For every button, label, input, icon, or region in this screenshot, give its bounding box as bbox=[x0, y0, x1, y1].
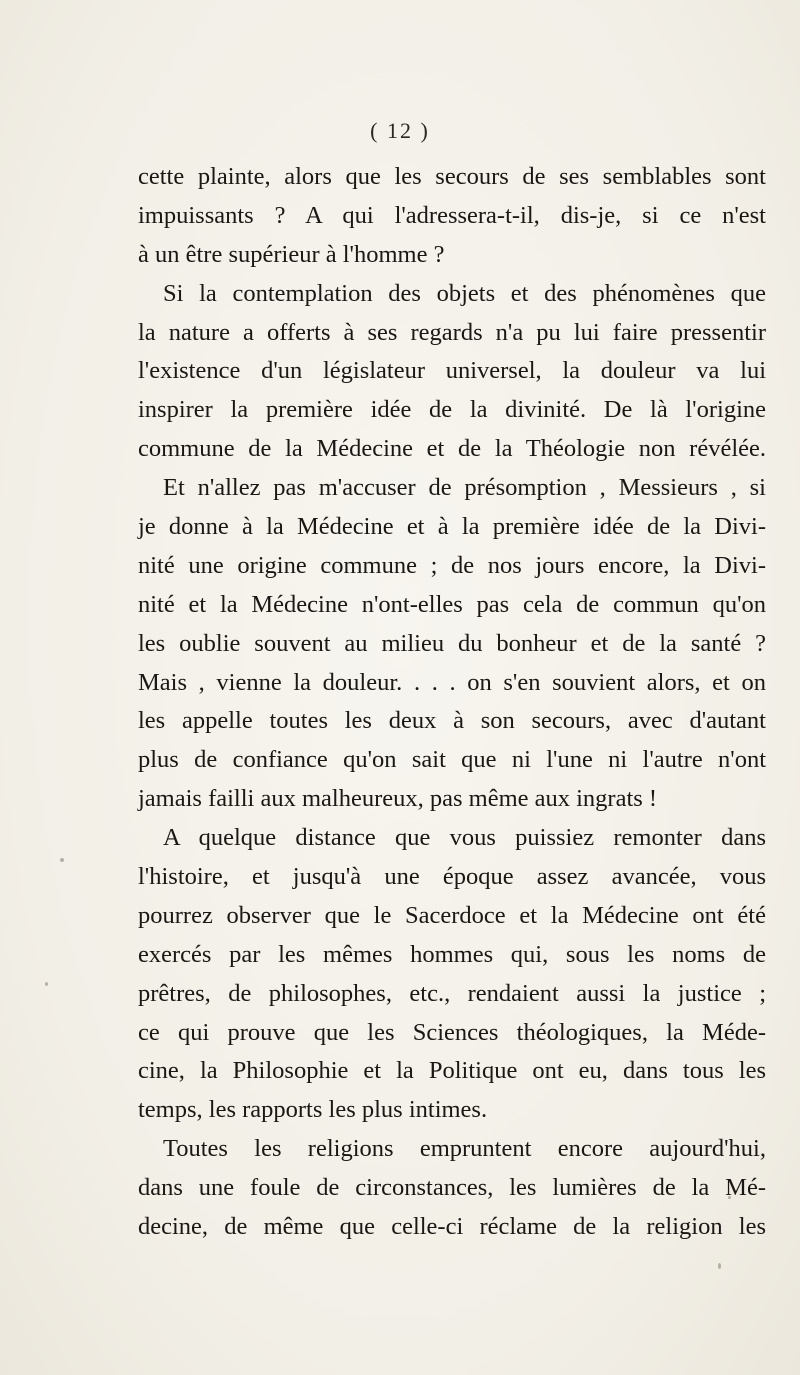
text-line: exercés par les mêmes hommes qui, sous les noms de bbox=[138, 940, 766, 968]
text-line: impuissants ? A qui l'adressera-t-il, dis-je, si ce n'est bbox=[138, 201, 766, 229]
text-line: la nature a offerts à ses regards n'a pu lui faire pressentir bbox=[138, 318, 766, 346]
body-text bbox=[138, 158, 766, 1247]
text-line: les oublie souvent au milieu du bonheur et de la santé ? bbox=[138, 629, 766, 657]
text-line: cine, la Philosophie et la Politique ont eu, dans tous les bbox=[138, 1057, 766, 1085]
text-line: nité une origine commune ; de nos jours encore, la Divi- bbox=[138, 551, 766, 579]
text-line: à un être supérieur à l'homme ? bbox=[138, 240, 445, 268]
text-line: Et n'allez pas m'accuser de présomption , Messieurs , si bbox=[163, 474, 766, 502]
text-line: les appelle toutes les deux à son secours, avec d'autant bbox=[138, 707, 766, 735]
text-line: l'existence d'un législateur universel, la douleur va lui bbox=[138, 357, 766, 385]
paper-speck bbox=[60, 858, 64, 862]
text-line: Toutes les religions empruntent encore aujourd'hui, bbox=[163, 1135, 766, 1163]
text-line: Mais , vienne la douleur. . . . on s'en souvient alors, et on bbox=[138, 668, 766, 696]
paper-speck bbox=[718, 1263, 721, 1269]
text-line: nité et la Médecine n'ont-elles pas cela de commun qu'on bbox=[138, 590, 766, 618]
text-line: je donne à la Médecine et à la première idée de la Divi- bbox=[138, 513, 766, 541]
text-line: cette plainte, alors que les secours de ses semblables sont bbox=[138, 163, 766, 190]
text-line: decine, de même que celle-ci réclame de la religion les bbox=[138, 1213, 766, 1241]
text-line: l'histoire, et jusqu'à une époque assez avancée, vous bbox=[138, 863, 766, 891]
paper-speck bbox=[728, 1196, 731, 1199]
text-line: pourrez observer que le Sacerdoce et la Médecine ont été bbox=[138, 901, 766, 929]
text-line: Si la contemplation des objets et des phénomènes que bbox=[163, 279, 766, 307]
text-line: dans une foule de circonstances, les lumières de la Mé- bbox=[138, 1174, 766, 1202]
text-line: ce qui prouve que les Sciences théologiques, la Méde- bbox=[138, 1018, 766, 1046]
text-line: inspirer la première idée de la divinité. De là l'origine bbox=[138, 396, 766, 424]
text-line: jamais failli aux malheureux, pas même aux ingrats ! bbox=[138, 785, 658, 813]
page-number: ( 12 ) bbox=[370, 118, 430, 143]
text-line: A quelque distance que vous puissiez remonter dans bbox=[163, 824, 766, 852]
text-line: commune de la Médecine et de la Théologie non révélée. bbox=[138, 435, 766, 463]
text-line: plus de confiance qu'on sait que ni l'une ni l'autre n'ont bbox=[138, 746, 766, 774]
text-line: prêtres, de philosophes, etc., rendaient aussi la justice ; bbox=[138, 979, 766, 1007]
paper-speck bbox=[45, 982, 48, 986]
text-line: temps, les rapports les plus intimes. bbox=[138, 1096, 488, 1124]
